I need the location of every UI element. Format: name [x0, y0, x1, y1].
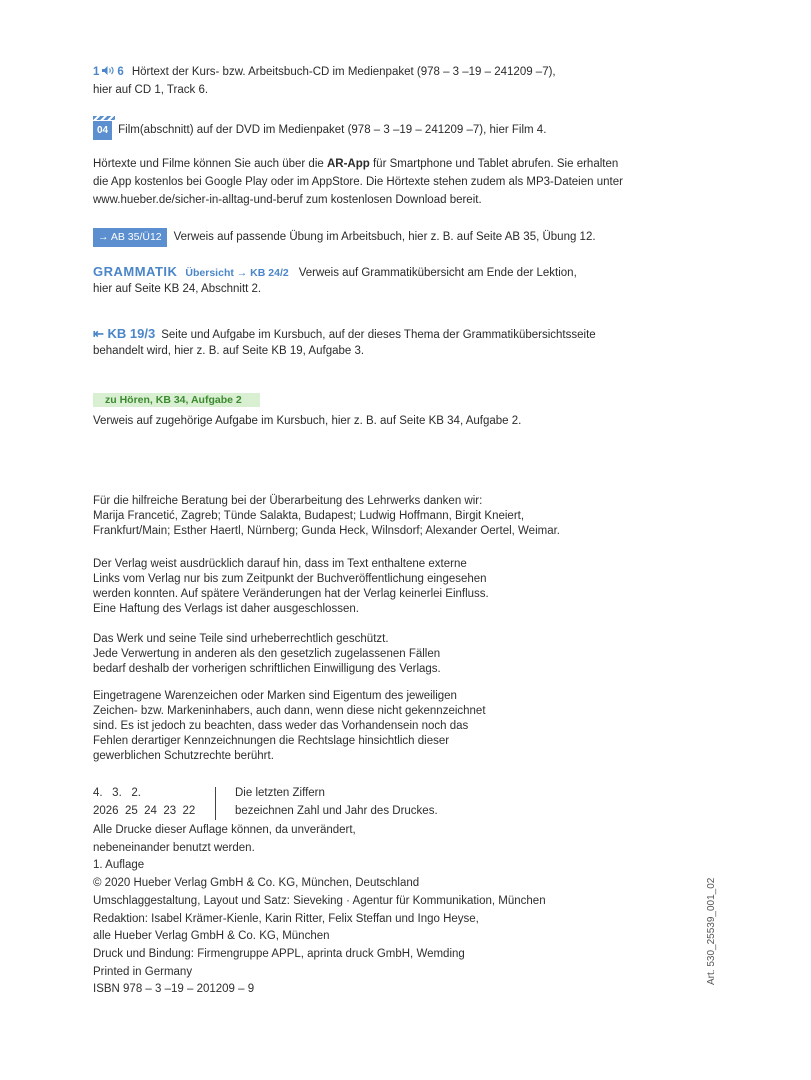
print-note-row2: bezeichnen Zahl und Jahr des Druckes. — [235, 805, 438, 817]
hoeren-label: zu Hören, KB 34, Aufgabe 2 — [93, 393, 260, 407]
ab-badge: → AB 35/Ü12 — [93, 228, 167, 247]
grammatik-line1: Verweis auf Grammatikübersicht am Ende der Lektion, — [298, 267, 577, 279]
copyright-notice-paragraph — [93, 632, 441, 677]
copyright-notice-line: Jede Verwertung in anderen als den gesetzlich zugelassenen Fällen — [93, 648, 441, 660]
copyright-notice-line: Das Werk und seine Teile sind urheberrechtlich geschützt. — [93, 633, 389, 645]
print-divider — [215, 787, 216, 820]
imprint-line: 1. Auflage — [93, 859, 145, 872]
ar-app-label: AR-App — [326, 158, 370, 170]
copyright-notice-line: bedarf deshalb der vorherigen schriftlichen Einwilligung des Verlags. — [93, 663, 441, 675]
thanks-line: Für die hilfreiche Beratung bei der Überarbeitung des Lehrwerks danken wir: — [93, 495, 483, 507]
imprint-line: Umschlaggestaltung, Layout und Satz: Sieveking · Agentur für Kommunikation, München — [93, 894, 546, 907]
disclaimer-paragraph — [93, 557, 489, 617]
app-info-line1 — [93, 156, 618, 173]
grammatik-line2: hier auf Seite KB 24, Abschnitt 2. — [93, 283, 262, 295]
imprint-line: alle Hueber Verlag GmbH & Co. KG, München — [93, 930, 330, 943]
grammatik-label: GRAMMATIK — [93, 264, 178, 279]
trademark-paragraph — [93, 689, 486, 764]
grammatik-ref: Übersicht → KB 24/2 — [185, 267, 289, 279]
print-note — [235, 786, 438, 819]
app-info-line2: die App kostenlos bei Google Play oder im AppStore. Die Hörtexte stehen zudem als MP3-Dateien unter — [93, 176, 623, 188]
print-numbers-row1: 4. 3. 2. — [93, 787, 141, 799]
imprint-line: © 2020 Hueber Verlag GmbH & Co. KG, München, Deutschland — [93, 877, 420, 890]
speaker-icon — [101, 65, 115, 76]
grammatik-reference — [93, 263, 577, 282]
article-code: Art. 530_25539_001_02 — [706, 877, 717, 985]
trademark-line: sind. Es ist jedoch zu beachten, dass weder das Vorhandensein noch das — [93, 720, 469, 732]
imprint-line: nebeneinander benutzt werden. — [93, 841, 255, 854]
print-numbers — [93, 786, 195, 819]
trademark-line: Eingetragene Warenzeichen oder Marken sind Eigentum des jeweiligen — [93, 690, 457, 702]
film-clapper-icon — [93, 121, 112, 140]
track-number: 6 — [117, 66, 124, 78]
trademark-line: Zeichen- bzw. Markeninhabers, auch dann, wenn diese nicht gekennzeichnet — [93, 705, 486, 717]
film-badge-number: 04 — [97, 125, 109, 136]
thanks-line: Marija Francetić, Zagreb; Tünde Salakta, Budapest; Ludwig Hoffmann, Birgit Kneiert, — [93, 510, 525, 522]
disclaimer-line: Links vom Verlag nur bis zum Zeitpunkt der Buchveröffentlichung eingesehen — [93, 573, 487, 585]
track-label: 1 — [93, 66, 100, 78]
app-info-pre: Hörtexte und Filme können Sie auch über die — [93, 158, 327, 170]
trademark-line: gewerblichen Schutzrechte berührt. — [93, 750, 274, 762]
imprint-line: Alle Drucke dieser Auflage können, da unverändert, — [93, 824, 356, 836]
kb-ref-line1: Seite und Aufgabe im Kursbuch, auf der dieses Thema der Grammatikübersichtsseite — [161, 329, 596, 341]
print-numbers-row2: 2026 25 24 23 22 — [93, 805, 196, 817]
thanks-line: Frankfurt/Main; Esther Haertl, Nürnberg; Gunda Heck, Wilnsdorf; Alexander Oertel, Weimar. — [93, 525, 560, 537]
disclaimer-line: werden konnten. Auf spätere Veränderungen hat der Verlag keinerlei Einfluss. — [93, 588, 489, 600]
audio-line2: hier auf CD 1, Track 6. — [93, 84, 209, 96]
disclaimer-line: Der Verlag weist ausdrücklich darauf hin, dass im Text enthaltene externe — [93, 558, 467, 570]
imprint-line: Printed in Germany — [93, 965, 193, 978]
audio-reference — [93, 64, 556, 81]
kb-reference — [93, 325, 596, 344]
app-info-post: für Smartphone und Tablet abrufen. Sie erhalten — [369, 158, 619, 170]
hoeren-reference — [93, 393, 260, 407]
thanks-paragraph — [93, 494, 560, 539]
film-text: Film(abschnitt) auf der DVD im Medienpaket (978 – 3 –19 – 241209 –7), hier Film 4. — [118, 124, 547, 136]
film-reference — [93, 121, 546, 140]
ab-reference — [93, 228, 596, 247]
kb-ref-label: ⇤ KB 19/3 — [93, 326, 156, 341]
disclaimer-line: Eine Haftung des Verlags ist daher ausgeschlossen. — [93, 603, 359, 615]
trademark-line: Fehlen derartiger Kennzeichnungen die Rechtslage hinsichtlich dieser — [93, 735, 450, 747]
imprint-block — [93, 822, 546, 999]
print-note-row1: Die letzten Ziffern — [235, 787, 325, 799]
imprint-line: ISBN 978 – 3 –19 – 201209 – 9 — [93, 983, 255, 996]
hoeren-text: Verweis auf zugehörige Aufgabe im Kursbuch, hier z. B. auf Seite KB 34, Aufgabe 2. — [93, 415, 522, 427]
imprint-line: Redaktion: Isabel Krämer-Kienle, Karin Ritter, Felix Steffan und Ingo Heyse, — [93, 912, 479, 925]
app-info-line3: www.hueber.de/sicher-in-alltag-und-beruf zum kostenlosen Download bereit. — [93, 194, 482, 206]
ab-text: Verweis auf passende Übung im Arbeitsbuch, hier z. B. auf Seite AB 35, Übung 12. — [173, 231, 596, 243]
imprint-line: Druck und Bindung: Firmengruppe APPL, aprinta druck GmbH, Wemding — [93, 947, 465, 960]
audio-line1: Hörtext der Kurs- bzw. Arbeitsbuch-CD im Medienpaket (978 – 3 –19 – 241209 –7), — [131, 66, 556, 78]
kb-ref-line2: behandelt wird, hier z. B. auf Seite KB 19, Aufgabe 3. — [93, 345, 365, 357]
